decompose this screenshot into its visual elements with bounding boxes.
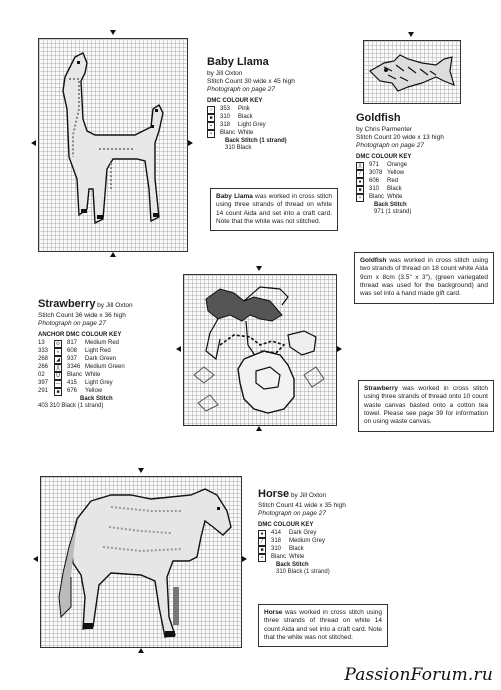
strawberry-key-row [38, 388, 178, 396]
llama-title: Baby Llama [207, 56, 269, 68]
strawberry-note-title: Strawberry [364, 385, 398, 392]
horse-key-title: DMC COLOUR KEY [258, 522, 314, 528]
strawberry-center-arrow-top [256, 266, 262, 271]
llama-key-row [207, 106, 347, 114]
strawberry-key-row [38, 364, 178, 372]
strawberry-key-list [38, 340, 178, 396]
strawberry-key-anchor: 291 [38, 387, 49, 394]
llama-stitch-count: Stitch Count 30 wide x 45 high [207, 77, 295, 85]
strawberry-key-symbol-icon: ◢ [54, 356, 62, 364]
llama-author: by Jill Oxton [207, 69, 243, 77]
strawberry-key-code: 817 [67, 339, 78, 346]
horse-key-row [258, 538, 398, 546]
goldfish-key-row [356, 194, 496, 202]
llama-backstitch-title: Back Stitch (1 strand) [225, 137, 287, 144]
llama-key-row [207, 130, 347, 138]
goldfish-key-row [356, 178, 496, 186]
horse-key-code: 310 [271, 545, 282, 552]
goldfish-backstitch-row: 971 (1 strand) [374, 209, 412, 216]
goldfish-key-symbol-icon: ■ [356, 186, 364, 194]
goldfish-key-row [356, 170, 496, 178]
strawberry-title: Strawberry [38, 298, 96, 310]
strawberry-key-code: 676 [67, 387, 78, 394]
llama-center-arrow-top [110, 30, 116, 35]
goldfish-pattern [364, 41, 460, 103]
llama-photo-ref: Photograph on page 27 [207, 86, 275, 93]
goldfish-stitch-count: Stitch Count 20 wide x 13 high [356, 133, 444, 141]
horse-center-arrow-right [242, 556, 247, 562]
llama-key-code: 310 [220, 113, 231, 120]
strawberry-stitch-count: Stitch Count 36 wide x 36 high [38, 311, 126, 319]
strawberry-center-arrow-right [337, 346, 342, 352]
strawberry-author: by Jill Oxton [97, 302, 133, 309]
llama-key-symbol-icon: ▪ [207, 122, 215, 130]
horse-key-color-name: White [289, 553, 305, 560]
goldfish-info [356, 112, 496, 217]
llama-key-code: 318 [220, 121, 231, 128]
llama-key-color-name: Pink [238, 105, 250, 112]
goldfish-key-symbol-icon: • [356, 194, 364, 202]
strawberry-key-anchor: 333 [38, 347, 49, 354]
strawberry-chart [183, 274, 337, 426]
strawberry-key-row [38, 380, 178, 388]
horse-key-list [258, 530, 398, 562]
llama-key-code: 353 [220, 105, 231, 112]
goldfish-title: Goldfish [356, 112, 401, 124]
goldfish-note-text: was worked in cross stitch using two strands of thread on 18 count white Aida 9cm x 8cm (3.5" x 3"), (green variegated thread was used for the background) and was set into a hand made gift card. [360, 257, 488, 298]
strawberry-key-symbol-icon: — [55, 380, 61, 387]
goldfish-key-row [356, 162, 496, 170]
llama-center-arrow-bottom [110, 252, 116, 257]
strawberry-key-color-name: Dark Green [85, 355, 117, 362]
strawberry-key-code: 937 [67, 355, 78, 362]
llama-key-symbol-icon: • [207, 130, 215, 138]
goldfish-author: by Chris Parmenter [356, 125, 412, 133]
goldfish-key-title: DMC COLOUR KEY [356, 154, 412, 161]
horse-key-code: Blanc [271, 553, 287, 560]
horse-note [258, 604, 388, 647]
goldfish-key-row [356, 186, 496, 194]
llama-key-symbol-icon: ■ [207, 114, 215, 122]
strawberry-key-color-name: Light Red [85, 347, 111, 354]
llama-center-arrow-right [188, 140, 193, 146]
strawberry-key-anchor: 13 [38, 339, 45, 346]
strawberry-pattern [184, 275, 336, 425]
goldfish-key-list [356, 162, 496, 202]
strawberry-key-anchor: 266 [38, 363, 49, 370]
llama-key-title: DMC COLOUR KEY [207, 98, 263, 105]
horse-center-arrow-top [138, 468, 144, 473]
strawberry-photo-ref: Photograph on page 27 [38, 319, 106, 327]
horse-title: Horse [258, 488, 290, 500]
horse-chart [40, 476, 242, 648]
horse-key-symbol-icon: • [258, 554, 266, 562]
goldfish-key-code: Blanc [369, 193, 385, 200]
llama-key-row [207, 114, 347, 122]
strawberry-key-color-name: Yellow [85, 387, 103, 394]
strawberry-key-anchor: 02 [38, 371, 45, 378]
goldfish-key-color-name: Black [387, 185, 402, 192]
strawberry-key-row [38, 372, 178, 380]
strawberry-key-color-name: White [85, 371, 101, 378]
strawberry-key-color-name: Medium Green [85, 363, 125, 370]
goldfish-chart [363, 40, 461, 104]
goldfish-key-code: 310 [369, 185, 380, 192]
horse-key-row [258, 546, 398, 554]
horse-key-row [258, 530, 398, 538]
llama-key-color-name: Light Grey [238, 121, 266, 128]
horse-key-code: 414 [271, 529, 282, 536]
strawberry-key-symbol-icon: ■ [54, 388, 62, 396]
strawberry-note [358, 380, 494, 432]
goldfish-key-color-name: Red [387, 177, 399, 184]
strawberry-backstitch-row: 403 310 Black (1 strand) [38, 403, 104, 409]
strawberry-key-code: 3346 [67, 363, 81, 370]
horse-key-symbol-icon: ● [258, 530, 266, 538]
horse-key-color-name: Medium Grey [289, 537, 326, 544]
goldfish-backstitch-title: Back Stitch [374, 201, 407, 208]
strawberry-key-row [38, 348, 178, 356]
watermark: PassionForum.ru [344, 664, 493, 685]
llama-center-arrow-left [31, 140, 36, 146]
horse-backstitch-title: Back Stitch [276, 561, 309, 568]
strawberry-key-code: 415 [67, 379, 78, 386]
llama-backstitch-row: 310 Black [225, 145, 252, 152]
goldfish-key-code: 971 [369, 161, 380, 168]
horse-pattern [41, 477, 241, 647]
strawberry-info [38, 298, 178, 411]
goldfish-key-color-name: Yellow [387, 169, 405, 176]
llama-note [210, 188, 338, 231]
llama-key-color-name: White [238, 129, 254, 136]
goldfish-key-symbol-icon: ● [356, 178, 364, 186]
goldfish-photo-ref: Photograph on page 27 [356, 142, 424, 149]
strawberry-center-arrow-bottom [256, 426, 262, 431]
llama-key-row [207, 122, 347, 130]
strawberry-key-symbol-icon: ⊙ [55, 340, 61, 347]
goldfish-note-title: Goldfish [360, 257, 387, 264]
strawberry-key-symbol-icon: U [54, 372, 62, 380]
strawberry-note-text: was worked in cross stitch using three strands of thread onto 10 count waste canvas basted onto a cotton tea towel. Please see page 39 for information on using waste canvas. [364, 385, 488, 426]
horse-key-symbol-icon: ⁄ [258, 538, 266, 546]
goldfish-center-arrow-top [408, 32, 414, 37]
strawberry-key-color-name: Medium Red [85, 339, 120, 346]
strawberry-backstitch-title: Back Stitch [80, 395, 113, 402]
llama-info [207, 56, 347, 153]
horse-key-color-name: Dark Grey [289, 529, 317, 536]
strawberry-key-title: ANCHOR DMC COLOUR KEY [38, 332, 122, 338]
llama-key-color-name: Black [238, 113, 253, 120]
horse-center-arrow-left [33, 556, 38, 562]
strawberry-key-symbol-icon: ∘ [54, 348, 62, 356]
horse-note-text: was worked in cross stitch using three strands of thread on white 14 count Aida and set into a craft card. Note that the white was not stitched. [264, 609, 382, 641]
strawberry-key-symbol-icon: ╳ [54, 364, 62, 372]
goldfish-note [354, 252, 494, 304]
strawberry-key-code: 608 [67, 347, 78, 354]
horse-key-color-name: Black [289, 545, 304, 552]
llama-key-code: Blanc [220, 129, 236, 136]
llama-pattern [39, 39, 187, 251]
llama-note-text: was worked in cross stitch using three strands of thread on white 14 count Aida and set into a craft card. Note that the white was not stitched. [216, 193, 332, 225]
strawberry-key-color-name: Light Grey [85, 379, 113, 386]
horse-backstitch-row: 310 Black (1 strand) [276, 569, 330, 575]
horse-key-row [258, 554, 398, 562]
goldfish-key-symbol-icon: ╳ [356, 162, 364, 170]
horse-info [258, 488, 398, 577]
llama-key-list [207, 106, 347, 138]
strawberry-key-row [38, 340, 178, 348]
goldfish-key-code: 606 [369, 177, 380, 184]
llama-note-title: Baby Llama [216, 193, 253, 200]
horse-center-arrow-bottom [138, 648, 144, 653]
horse-author: by Jill Oxton [290, 492, 327, 499]
strawberry-key-anchor: 397 [38, 379, 49, 386]
llama-key-symbol-icon: ○ [207, 106, 215, 114]
horse-photo-ref: Photograph on page 27 [258, 509, 326, 517]
horse-key-symbol-icon: ■ [258, 546, 266, 554]
goldfish-key-color-name: White [387, 193, 403, 200]
goldfish-key-color-name: Orange [387, 161, 408, 168]
horse-note-title: Horse [264, 609, 283, 616]
strawberry-key-anchor: 268 [38, 355, 49, 362]
strawberry-key-code: Blanc [67, 371, 83, 378]
llama-chart [38, 38, 188, 252]
goldfish-key-code: 3078 [369, 169, 383, 176]
strawberry-key-row [38, 356, 178, 364]
goldfish-key-symbol-icon: ⁄ [356, 170, 364, 178]
horse-stitch-count: Stitch Count 41 wide x 35 high [258, 501, 346, 509]
horse-key-code: 318 [271, 537, 282, 544]
